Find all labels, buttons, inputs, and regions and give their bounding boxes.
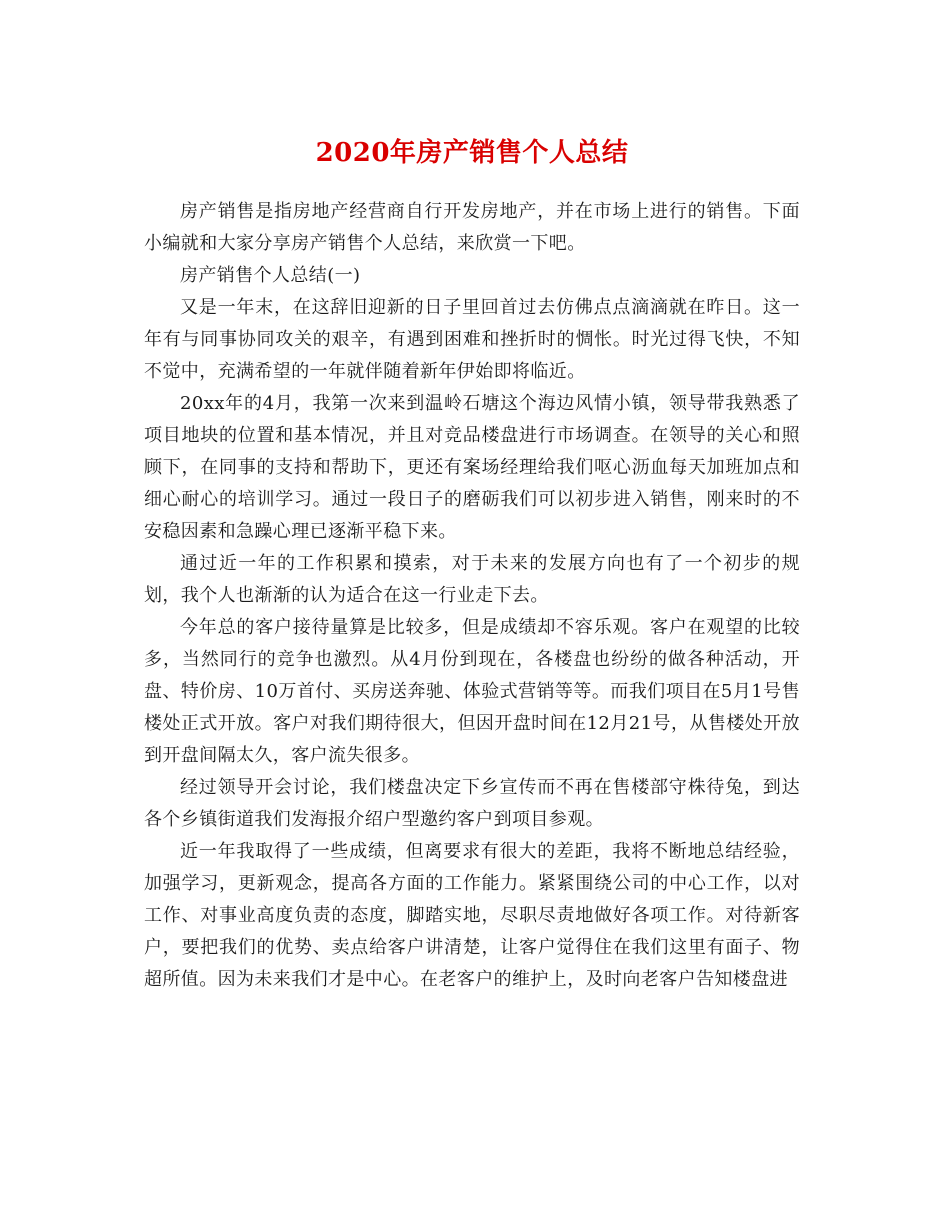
paragraph: 通过近一年的工作积累和摸索，对于未来的发展方向也有了一个初步的规划，我个人也渐渐的认为适合在这一行业走下去。 bbox=[144, 553, 800, 606]
paragraph: 20xx年的4月，我第一次来到温岭石塘这个海边风情小镇，领导带我熟悉了项目地块的位置和基本情况，并且对竞品楼盘进行市场调查。在领导的关心和照顾下，在同事的支持和帮助下，更还有案场经理给我们呕心沥血每天加班加点和细心耐心的培训学习。通过一段日子的磨砺我们可以初步进入销售，刚来时的不安稳因素和急躁心理已逐渐平稳下来。 bbox=[144, 393, 800, 542]
document-title: 2020年房产销售个人总结 bbox=[315, 138, 629, 168]
paragraph: 又是一年末，在这辞旧迎新的日子里回首过去仿佛点点滴滴就在昨日。这一年有与同事协同攻关的艰辛，有遇到困难和挫折时的惆怅。时光过得飞快，不知不觉中，充满希望的一年就伴随着新年伊始即将临近。 bbox=[144, 297, 800, 382]
paragraph: 经过领导开会讨论，我们楼盘决定下乡宣传而不再在售楼部守株待兔，到达各个乡镇街道我们发海报介绍户型邀约客户到项目参观。 bbox=[144, 777, 800, 830]
section-heading: 房产销售个人总结(一) bbox=[180, 265, 361, 286]
paragraph: 今年总的客户接待量算是比较多，但是成绩却不容乐观。客户在观望的比较多，当然同行的竞争也激烈。从4月份到现在，各楼盘也纷纷的做各种活动，开盘、特价房、10万首付、买房送奔驰、体验式营销等等。而我们项目在5月1号售楼处正式开放。客户对我们期待很大，但因开盘时间在12月21号，从售楼处开放到开盘间隔太久，客户流失很多。 bbox=[144, 617, 800, 766]
paragraph: 近一年我取得了一些成绩，但离要求有很大的差距，我将不断地总结经验，加强学习，更新观念，提高各方面的工作能力。紧紧围绕公司的中心工作，以对工作、对事业高度负责的态度，脚踏实地，尽职尽责地做好各项工作。对待新客户，要把我们的优势、卖点给客户讲清楚，让客户觉得住在我们这里有面子、物超所值。因为未来我们才是中心。在老客户的维护上，及时向老客户告知楼盘进 bbox=[144, 841, 800, 990]
document-body bbox=[144, 196, 800, 996]
paragraph-intro: 房产销售是指房地产经营商自行开发房地产，并在市场上进行的销售。下面小编就和大家分享房产销售个人总结，来欣赏一下吧。 bbox=[144, 201, 800, 254]
